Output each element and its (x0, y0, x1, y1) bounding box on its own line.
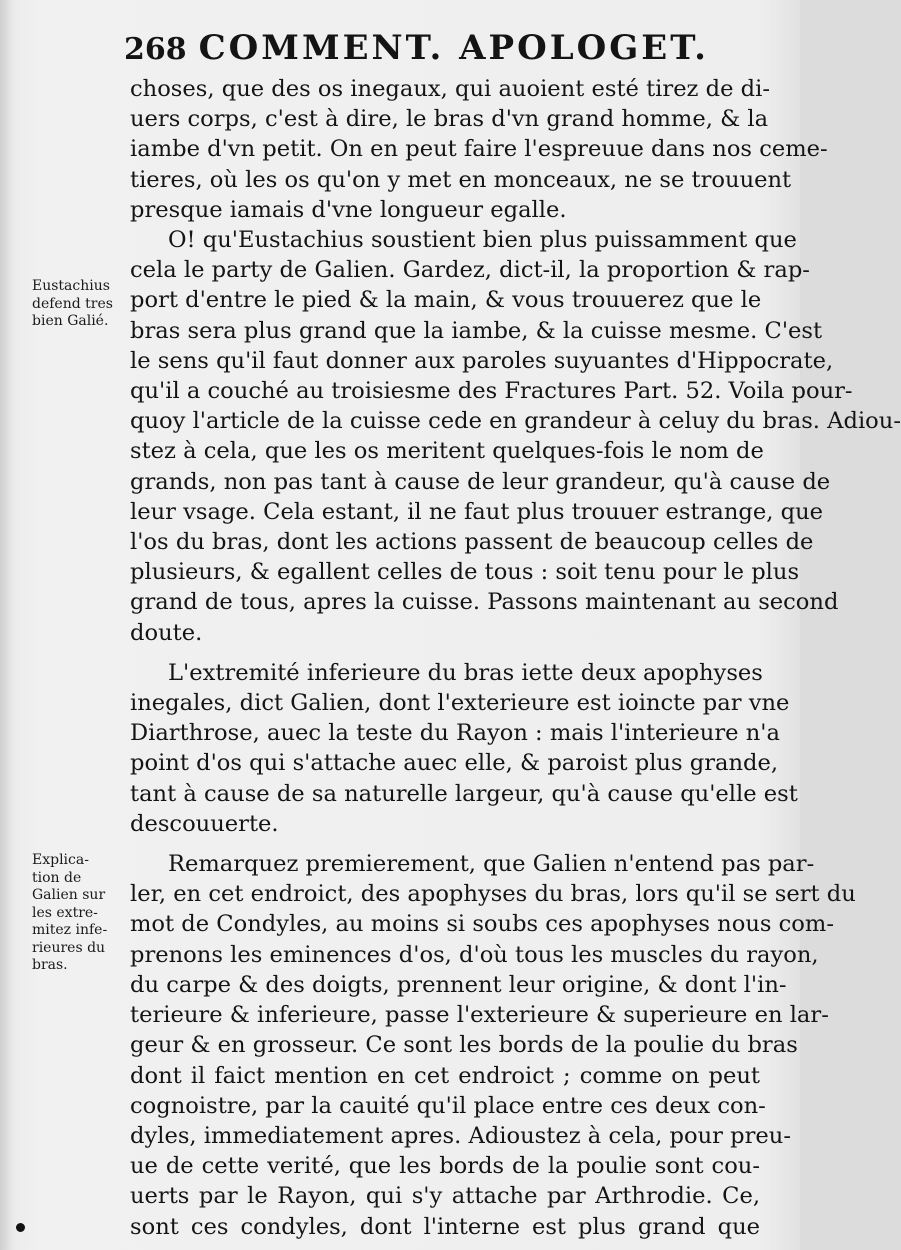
text-line: ue de cette verité, que les bords de la poulie sont cou- (130, 1153, 760, 1180)
text-line: l'os du bras, dont les actions passent de beaucoup celles de (130, 529, 814, 556)
text-line: geur & en grosseur. Ce sont les bords de la poulie du bras (130, 1032, 798, 1059)
page-number: 268 (124, 32, 187, 67)
text-line: mot de Condyles, au moins si soubs ces apophyses nous com- (130, 911, 834, 938)
text-line: tieres, où les os qu'on y met en monceaux, ne se trouuent (130, 166, 792, 193)
text-line: L'extremité inferieure du bras iette deux apophyses (168, 659, 763, 686)
text-line: uers corps, c'est à dire, le bras d'vn grand homme, & la (130, 106, 769, 133)
margin-note-line: les extre- (32, 904, 98, 921)
paragraph-2 (130, 225, 901, 648)
ink-spot (16, 1223, 25, 1232)
margin-note-line: Galien sur (32, 887, 106, 903)
page-header (124, 28, 764, 78)
text-line: quoy l'article de la cuisse cede en grandeur à celuy du bras. Adiou- (130, 408, 901, 435)
text-line: tant à cause de sa naturelle largeur, qu'à cause qu'elle est (130, 780, 798, 807)
text-line: dont il faict mention en cet endroict ; comme on peut (130, 1062, 760, 1089)
running-title: COMMENT. APOLOGET. (198, 28, 709, 68)
text-line: leur vsage. Cela estant, il ne faut plus trouuer estrange, que (130, 498, 823, 525)
text-line: du carpe & des doigts, prennent leur origine, & dont l'in- (130, 971, 787, 998)
text-line: cognoistre, par la cauité qu'il place entre ces deux con- (130, 1092, 766, 1119)
text-line: Diarthrose, auec la teste du Rayon : mais l'interieure n'a (130, 720, 780, 747)
margin-note-line: Eustachius (32, 278, 110, 294)
text-line: port d'entre le pied & la main, & vous trouuerez que le (130, 287, 762, 314)
margin-note-line: mitez infe- (32, 922, 108, 938)
text-line: uerts par le Rayon, qui s'y attache par Arthrodie. Ce, (130, 1183, 760, 1210)
text-line: doute. (130, 619, 203, 646)
text-line: point d'os qui s'attache auec elle, & paroist plus grande, (130, 750, 779, 777)
text-line: plusieurs, & egallent celles de tous : soit tenu pour le plus (130, 559, 800, 586)
margin-note-line: Explica- (32, 852, 89, 868)
text-line: qu'il a couché au troisiesme des Fractures Part. 52. Voila pour- (130, 378, 853, 405)
text-line: Remarquez premierement, que Galien n'entend pas par- (168, 851, 815, 878)
text-line: terieure & inferieure, passe l'exterieure & superieure en lar- (130, 1002, 829, 1029)
paragraph-4 (130, 849, 856, 1242)
text-line: grand de tous, apres la cuisse. Passons maintenant au second (130, 589, 839, 616)
text-line: grands, non pas tant à cause de leur grandeur, qu'à cause de (130, 468, 831, 495)
text-line: choses, que des os inegaux, qui auoient esté tirez de di- (130, 76, 770, 102)
body-text (130, 74, 901, 1242)
text-line: ler, en cet endroict, des apophyses du bras, lors qu'il se sert du (130, 881, 856, 908)
margin-note-line: bien Galié. (32, 313, 109, 329)
text-line: iambe d'vn petit. On en peut faire l'espreuue dans nos ceme- (130, 136, 828, 163)
text-line: cela le party de Galien. Gardez, dict-il, la proportion & rap- (130, 257, 810, 284)
margin-note-explication (32, 852, 124, 975)
text-line: le sens qu'il faut donner aux paroles suyuantes d'Hippocrate, (130, 347, 834, 374)
text-line: sont ces condyles, dont l'interne est plus grand que (130, 1213, 760, 1240)
margin-note-line: rieures du (32, 939, 106, 956)
paragraph-1 (130, 74, 828, 225)
text-line: bras sera plus grand que la iambe, & la cuisse mesme. C'est (130, 317, 823, 344)
margin-note-line: tion de (32, 869, 82, 886)
text-line: inegales, dict Galien, dont l'exterieure est ioincte par vne (130, 690, 790, 717)
margin-note-eustachius (32, 278, 124, 331)
text-line: stez à cela, que les os meritent quelques-fois le nom de (130, 438, 764, 465)
text-line: O! qu'Eustachius soustient bien plus puissamment que (168, 227, 797, 254)
text-line: prenons les eminences d'os, d'où tous les muscles du rayon, (130, 941, 819, 968)
paragraph-3 (130, 658, 798, 839)
text-line: dyles, immediatement apres. Adioustez à cela, pour preu- (130, 1122, 791, 1149)
margin-note-line: bras. (32, 957, 68, 973)
text-line: descouuerte. (130, 810, 279, 837)
margin-note-line: defend tres (32, 295, 113, 312)
text-line: presque iamais d'vne longueur egalle. (130, 196, 567, 223)
